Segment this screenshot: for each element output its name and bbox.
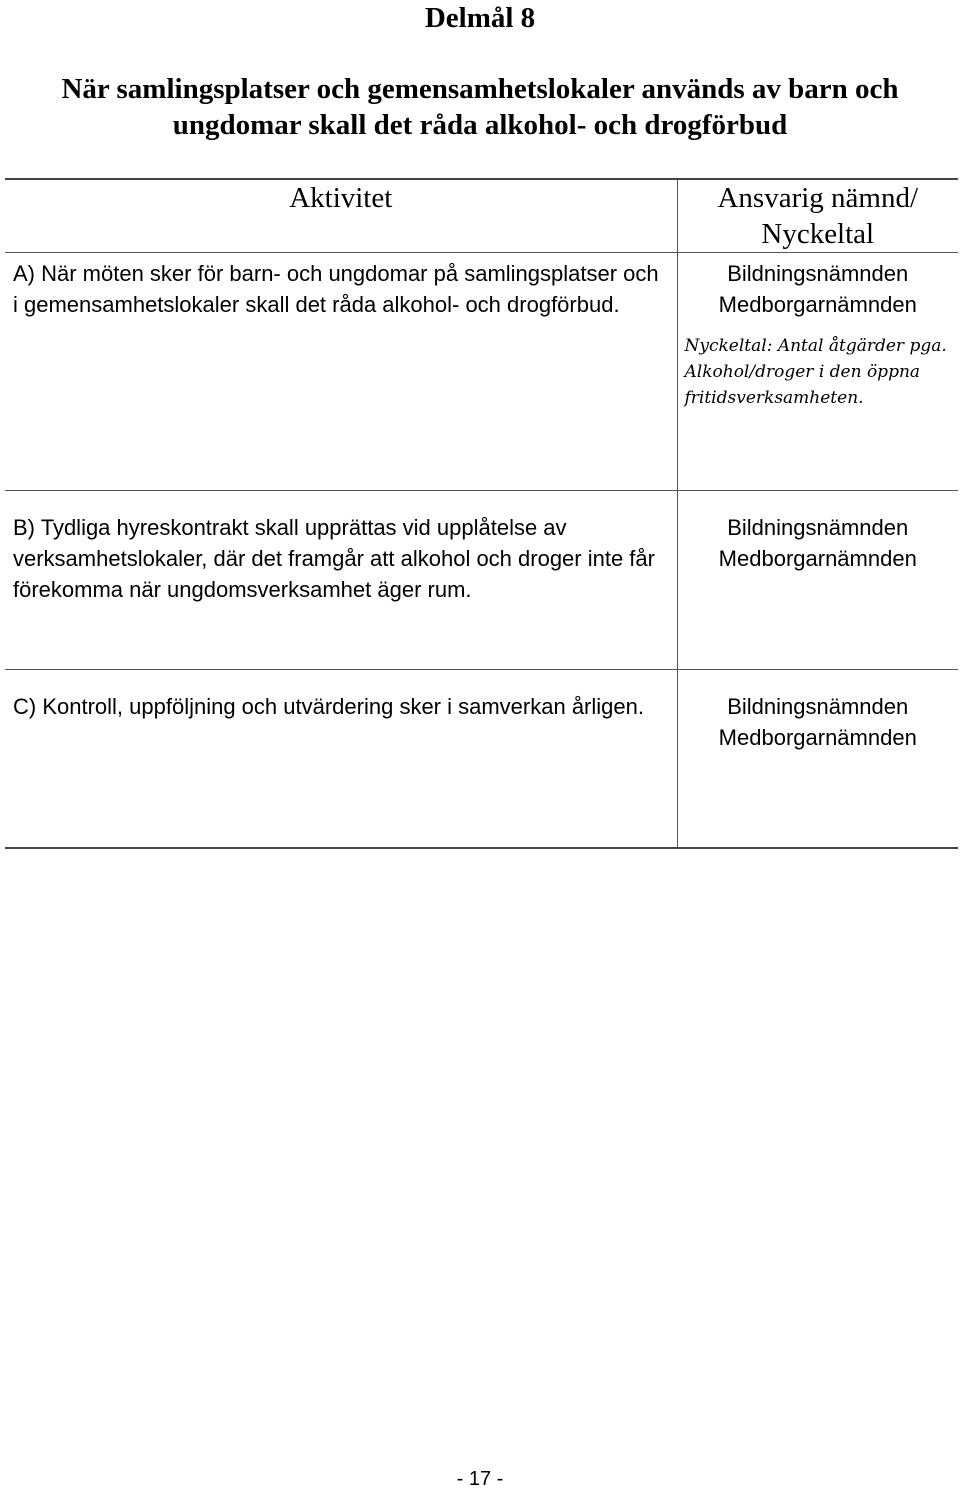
column-header-responsible-line-1: Ansvarig nämnd/ — [717, 182, 919, 214]
responsible-board: Bildningsnämnden — [727, 694, 909, 719]
responsible-board: Bildningsnämnden — [727, 515, 909, 540]
activity-cell — [5, 491, 677, 670]
responsible-board: Medborgarnämnden — [718, 292, 917, 317]
activity-text: B) Tydliga hyreskontrakt skall upprättas vid upplåtelse av verksamhetslokaler, där det framgår att alkohol och droger inte får förekomma när ungdomsverksamhet äger rum. — [13, 515, 655, 602]
activity-text: C) Kontroll, uppföljning och utvärdering sker i samverkan årligen. — [13, 694, 644, 719]
responsible-board: Medborgarnämnden — [718, 546, 917, 571]
responsible-cell — [677, 491, 958, 670]
activity-text: A) När möten sker för barn- och ungdomar på samlingsplatser och i gemensamhetslokaler skall det råda alkohol- och drogförbud. — [13, 261, 659, 317]
activity-cell — [5, 670, 677, 849]
page-title: Delmål 8 — [424, 2, 536, 34]
page-number: - 17 - — [456, 1468, 504, 1490]
column-header-responsible — [677, 179, 958, 253]
kpi-text: Nyckeltal: Antal åtgärder pga. Alkohol/droger i den öppna fritidsverksamheten. — [684, 336, 947, 408]
column-header-activity: Aktivitet — [5, 179, 677, 253]
responsible-board: Medborgarnämnden — [718, 725, 917, 750]
table-row — [5, 253, 958, 491]
activity-cell — [5, 253, 677, 491]
responsible-board: Bildningsnämnden — [727, 261, 909, 286]
column-header-responsible-line-2: Nyckeltal — [761, 218, 875, 250]
table-row — [5, 491, 958, 670]
goal-statement-line-1: När samlingsplatser och gemensamhetslokaler används av barn och — [61, 73, 899, 105]
table-row — [5, 670, 958, 849]
responsible-cell — [677, 670, 958, 849]
goal-statement — [0, 71, 960, 143]
responsible-cell — [677, 253, 958, 491]
activity-table — [5, 178, 958, 849]
goal-statement-line-2: ungdomar skall det råda alkohol- och drogförbud — [172, 109, 788, 141]
table-header-row — [5, 179, 958, 253]
